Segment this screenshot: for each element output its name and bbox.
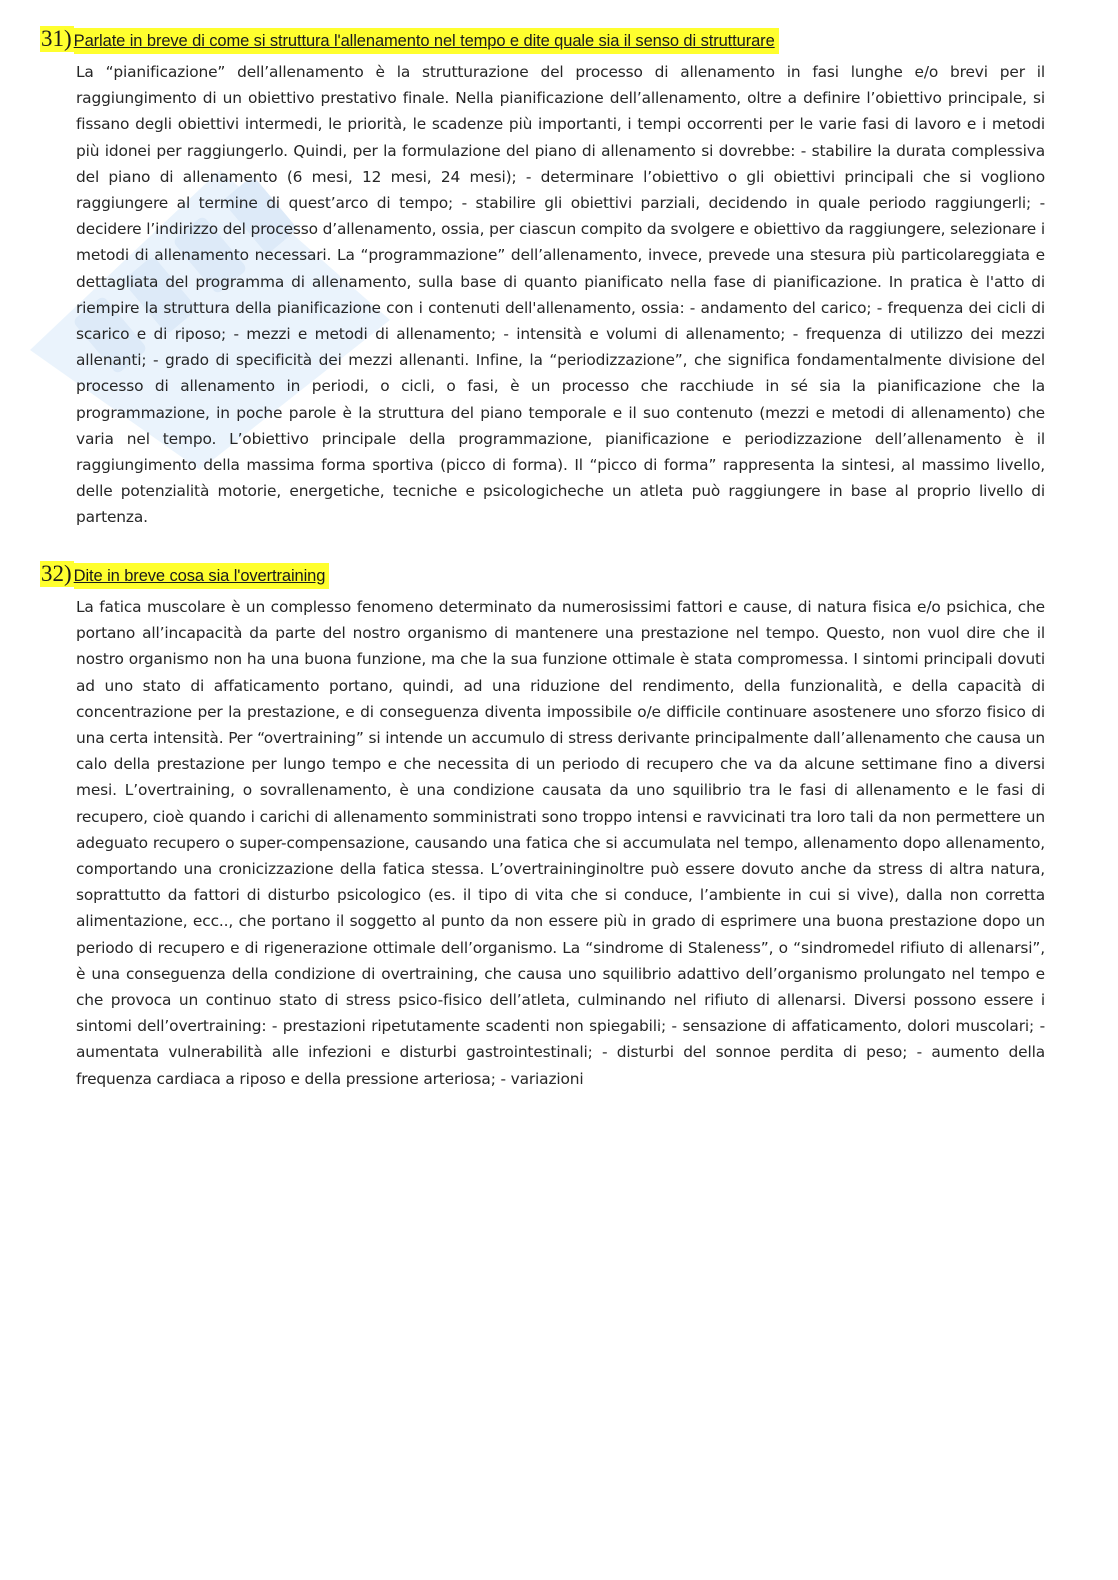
question-title: Dite in breve cosa sia l'overtraining [74, 563, 330, 589]
question-number: 31) [41, 26, 72, 51]
question-number: 32) [41, 561, 72, 586]
answer-paragraph: La “pianificazione” dell’allenamento è la strutturazione del processo di allenamento in fasi lunghe e/o brevi per il raggiungimento di un obiettivo prestativo finale. Nella pianificazione dell’allenamento, oltre a definire l’obiettivo principale, si fissano degli obiettivi intermedi, le priorità, le scadenze più importanti, i tempi occorrenti per le varie fasi di lavoro e i metodi più idonei per raggiungerlo. Quindi, per la formulazione del piano di allenamento si dovrebbe: - stabilire la durata complessiva del piano di allenamento (6 mesi, 12 mesi, 24 mesi); - determinare l’obiettivo o gli obiettivi principali che si vogliono raggiungere al termine di quest’arco di tempo; - stabilire gli obiettivi parziali, decidendo in quale periodo raggiungerli; - decidere l’indirizzo del processo d’allenamento, ossia, per ciascun compito da svolgere e obiettivo da raggiungere, selezionare i metodi di allenamento necessari. La “programmazione” dell’allenamento, invece, prevede una stesura più particolareggiata e dettagliata del programma di allenamento, sulla base di quanto pianificato nella fase di pianificazione. In pratica è l'atto di riempire la struttura della pianificazione con i contenuti dell'allenamento, ossia: - andamento del carico; - frequenza dei cicli di scarico e di riposo; - mezzi e metodi di allenamento; - intensità e volumi di allenamento; - frequenza di utilizzo dei mezzi allenanti; - grado di specificità dei mezzi allenanti. Infine, la “periodizzazione”, che significa fondamentalmente divisione del processo di allenamento in periodi, o cicli, o fasi, è un processo che racchiude in sé sia la pianificazione che la programmazione, in poche parole è la struttura del piano temporale e il suo contenuto (mezzi e metodi di allenamento) che varia nel tempo. L’obiettivo principale della programmazione, pianificazione e periodizzazione dell’allenamento è il raggiungimento della massima forma sportiva (picco di forma). Il “picco di forma” rappresenta la sintesi, al massimo livello, delle potenzialità motorie, energetiche, tecniche e psicologicheche un atleta può raggiungere in base al proprio livello di partenza. [76, 63, 1045, 527]
question-32 [40, 561, 1060, 1107]
question-header [40, 26, 1060, 56]
question-title: Parlate in breve di come si struttura l'allenamento nel tempo e dite quale sia il senso di strutturare [74, 28, 779, 54]
answer-paragraph: La fatica muscolare è un complesso fenomeno determinato da numerosissimi fattori e cause, di natura fisica e/o psichica, che portano all’incapacità da parte del nostro organismo di mantenere una prestazione nel tempo. Questo, non vuol dire che il nostro organismo non ha una buona funzione, ma che la sua funzione ottimale è stata compromessa. I sintomi principali dovuti ad uno stato di affaticamento portano, quindi, ad una riduzione del rendimento, della funzionalità, e della capacità di concentrazione per la prestazione, e di conseguenza diventa impossibile o/e difficile continuare asostenere uno sforzo fisico di una certa intensità. Per “overtraining” si intende un accumulo di stress derivante principalmente dall’allenamento che causa un calo della prestazione per lungo tempo e che necessita di un periodo di recupero che va da alcune settimane fino a diversi mesi. L’overtraining, o sovrallenamento, è una condizione causata da uno squilibrio tra le fasi di allenamento e le fasi di recupero, cioè quando i carichi di allenamento somministrati sono troppo intensi e ravvicinati tra loro tali da non permettere un adeguato recupero o super-compensazione, causando una fatica che si accumulata nel tempo, allenamento dopo allenamento, comportando una cronicizzazione della fatica stessa. L’overtraininginoltre può essere dovuto anche da stress di altra natura, soprattutto da fattori di disturbo psicologico (es. il tipo di vita che si conduce, l’ambiente in cui si vive), dalla non corretta alimentazione, ecc.., che portano il soggetto al punto da non essere più in grado di esprimere una buona prestazione dopo un periodo di recupero e di rigenerazione ottimale dell’organismo. La “sindrome di Staleness”, o “sindromedel rifiuto di allenarsi”, è una conseguenza della condizione di overtraining, che causa uno squilibrio adattivo dell’organismo prolungato nel tempo e che provoca un continuo stato di stress psico-fisico dell’atleta, culminando nel rifiuto di allenarsi. Diversi possono essere i sintomi dell’overtraining: - prestazioni ripetutamente scadenti non spiegabili; - sensazione di affaticamento, dolori muscolari; - aumentata vulnerabilità alle infezioni e disturbi gastrointestinali; - disturbi del sonnoe perdita di peso; - aumento della frequenza cardiaca a riposo e della pressione arteriosa; - variazioni [76, 598, 1045, 1088]
question-31 [40, 26, 1060, 546]
question-header [40, 561, 1060, 591]
